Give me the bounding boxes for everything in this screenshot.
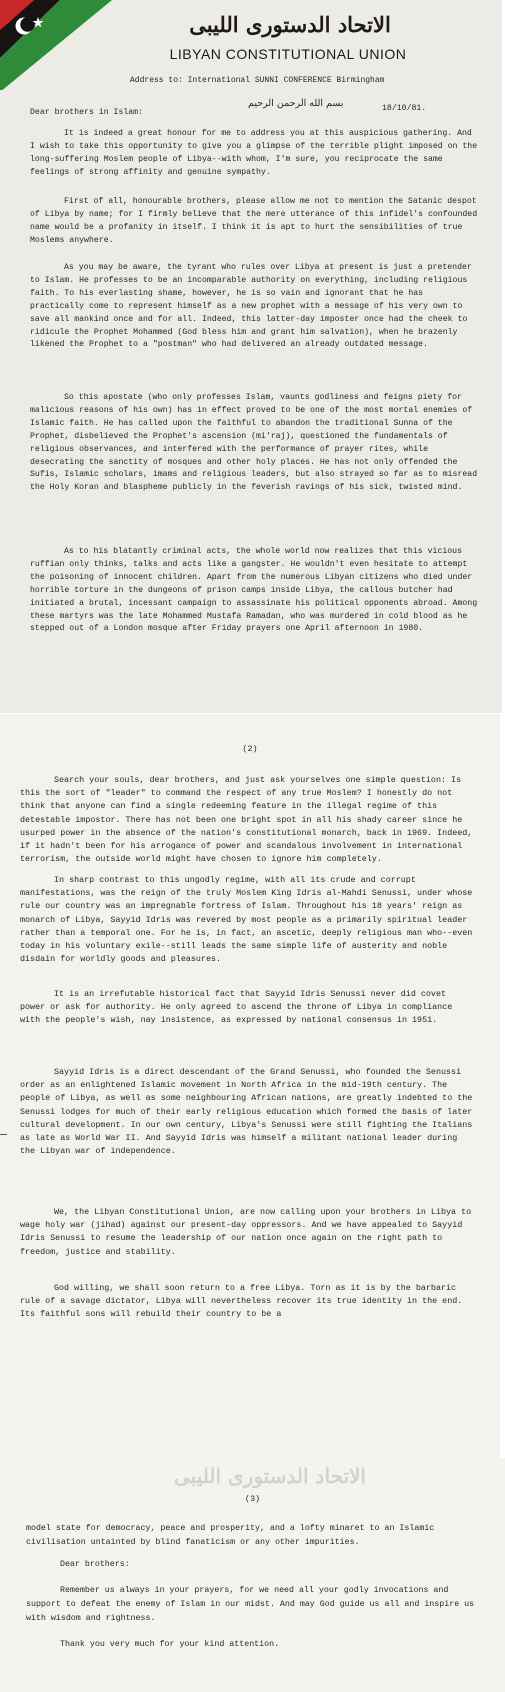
- letter-page-1: [0, 0, 502, 713]
- paragraph-8: It is an irrefutable historical fact that Sayyid Idris Senussi never did covet power or ask for authority. He only agreed to ascend the throne of Libya in compliance with the people's wish, nay insistence, as expressed by national consensus in 1951.: [20, 989, 453, 1026]
- thanks-line: Thank you very much for your kind attention.: [60, 1640, 280, 1649]
- paragraph-10: We, the Libyan Constitutional Union, are now calling upon your brothers in Libya to wage holy war (jihad) against our present-day oppressors. And we have appealed to Sayyid Idris Senussi to resume the leadership of our nation once again on the right path to freedom, justice and stability.: [20, 1207, 472, 1257]
- address-line: Address to: International SUNNI CONFERENCE Birmingham: [130, 76, 385, 85]
- basmala: بسم الله الرحمن الرحيم: [248, 98, 344, 109]
- paragraph-3: As you may be aware, the tyrant who rules over Libya at present is just a pretender to Islam. He professes to be an incomparable authority on everything, including religious faith. To his everlasting shame, however, he is so vain and ignorant that he has practically come to represent himself as a new prophet with a message of his very own to save all mankind once and for all. Indeed, this latter-day imposter once had the cheek to ridicule the Prophet Mohammed (God bless him and grant him salvation), when he brazenly likened the Prophet to a "postman" who had delivered an already outdated message.: [30, 263, 472, 350]
- paragraph-12: model state for democracy, peace and prosperity, and a lofty minaret to an Islamic civilisation untainted by blind fanaticism or any other impurities.: [26, 1524, 435, 1547]
- closing-salutation: Dear brothers:: [60, 1560, 130, 1569]
- letter-date: 18/10/81.: [382, 104, 427, 113]
- letterhead-arabic-title: الاتحاد الدستورى الليبى: [189, 12, 391, 37]
- letter-page-2: [0, 714, 500, 1458]
- paragraph-7: In sharp contrast to this ungodly regime, with all its crude and corrupt manifestations, was the reign of the truly Moslem King Idris al-Mahdi Senussi, under whose rule our country was an impregnable fortress of Islam. Throughout his 18 years' reign as monarch of Libya, Sayyid Idris was revered by most people as a primarily spiritual leader rather than a temporal one. For he is, in fact, an ascetic, deeply religious man who--even today in his voluntary exile--still leads the same simple life of austerity and noble disdain for worldly goods and pleasures.: [20, 875, 473, 965]
- salutation: Dear brothers in Islam:: [30, 108, 144, 117]
- paragraph-1: It is indeed a great honour for me to address you at this auspicious gathering. And I wish to take this opportunity to give you a glimpse of the terrible plight imposed on the long-suffering Moslem people of Libya--with whom, I'm sure, you reciprocate the same feelings of strong affinity and genuine sympathy.: [30, 129, 478, 177]
- paragraph-5: As to his blatantly criminal acts, the whole world now realizes that this vicious ruffian only thinks, talks and acts like a gangster. He wouldn't even hesitate to attempt the poisoning of innocent children. Apart from the numerous Libyan citizens who died under horrible torture in the dungeons of prison camps inside Libya, the callous butcher had initiated a brutal, incessant campaign to assassinate his political opponents abroad. Among these martyrs was the late Mohammed Mustafa Ramadan, who was murdered in cold blood as he stepped out of a London mosque after Friday prayers one April afternoon in 1980.: [30, 547, 478, 634]
- paragraph-9: Sayyid Idris is a direct descendant of the Grand Senussi, who founded the Senussi order as an enlightened Islamic movement in North Africa in the mid-19th century. The people of Libya, as well as some neighbouring African nations, are greatly indebted to the Senussi lodges for much of their early religious education which formed the basis of later cultural development. In our own century, Libya's Senussi were still fighting the Italians as late as World War II. And Sayyid Idris was himself a militant national leader during the Libyan war of independence.: [20, 1067, 473, 1157]
- libyan-flag-emblem: [0, 0, 130, 90]
- paragraph-6: Search your souls, dear brothers, and just ask yourselves one simple question: Is this the sort of "leader" to command the respect of any true Moslem? I honestly do not think that anyone can find a single redeeming feature in the illegal regime of this detestable impostor. There has not been one bright spot in all his shady career since he usurped power in the absence of the nation's constitutional monarch, back in 1969. Indeed, if it hadn't been for his arrogance of power and scandalous involvement in international terrorism, the outside world might have chosen to ignore him completely.: [20, 775, 473, 865]
- letter-page-3: [0, 1458, 505, 1692]
- closing-paragraph: Remember us always in your prayers, for we need all your godly invocations and support to defeat the enemy of Islam in our midst. And may God guide us all and inspire us with wisdom and rightness.: [26, 1586, 475, 1623]
- scan-edge-mark: [0, 1134, 7, 1135]
- flag-icon: [0, 0, 130, 90]
- paragraph-11: God willing, we shall soon return to a free Libya. Torn as it is by the barbaric rule of a savage dictator, Libya will nevertheless recover its true identity in the end. Its faithful sons will rebuild their country to be a: [20, 1283, 463, 1320]
- page-number: (3): [244, 1494, 261, 1504]
- paragraph-4: So this apostate (who only professes Islam, vaunts godliness and feigns piety for malicious reasons of his own) has in effect proved to be one of the most mortal enemies of Islamic faith. He has called upon the faithful to abandon the traditional Sunna of the Prophet, disbelieved the Prophet's ascension (mi'raj), questioned the fundamentals of religious observances, and interfered with the performance of prayer rites, while desecrating the sanctity of mosques and other holy places. He has not only offended the Sufis, Islamic scholars, imams and religious leaders, but also strayed so far as to misread the Holy Koran and blaspheme publicly in the feverish ravings of his sick, twisted mind.: [30, 393, 478, 493]
- crescent-inner: [20, 17, 34, 31]
- paragraph-2: First of all, honourable brothers, please allow me not to mention the Satanic despot of Libya by name; for I firmly believe that the mere utterance of this infidel's confounded name would be a profanity in itself. I think it is apt to hurt the sensibilities of true Moslems anywhere.: [30, 197, 478, 245]
- page-number: (2): [242, 744, 258, 754]
- faded-letterhead: الاتحاد الدستورى الليبى: [174, 1464, 366, 1488]
- letterhead-org-name: LIBYAN CONSTITUTIONAL UNION: [169, 46, 407, 62]
